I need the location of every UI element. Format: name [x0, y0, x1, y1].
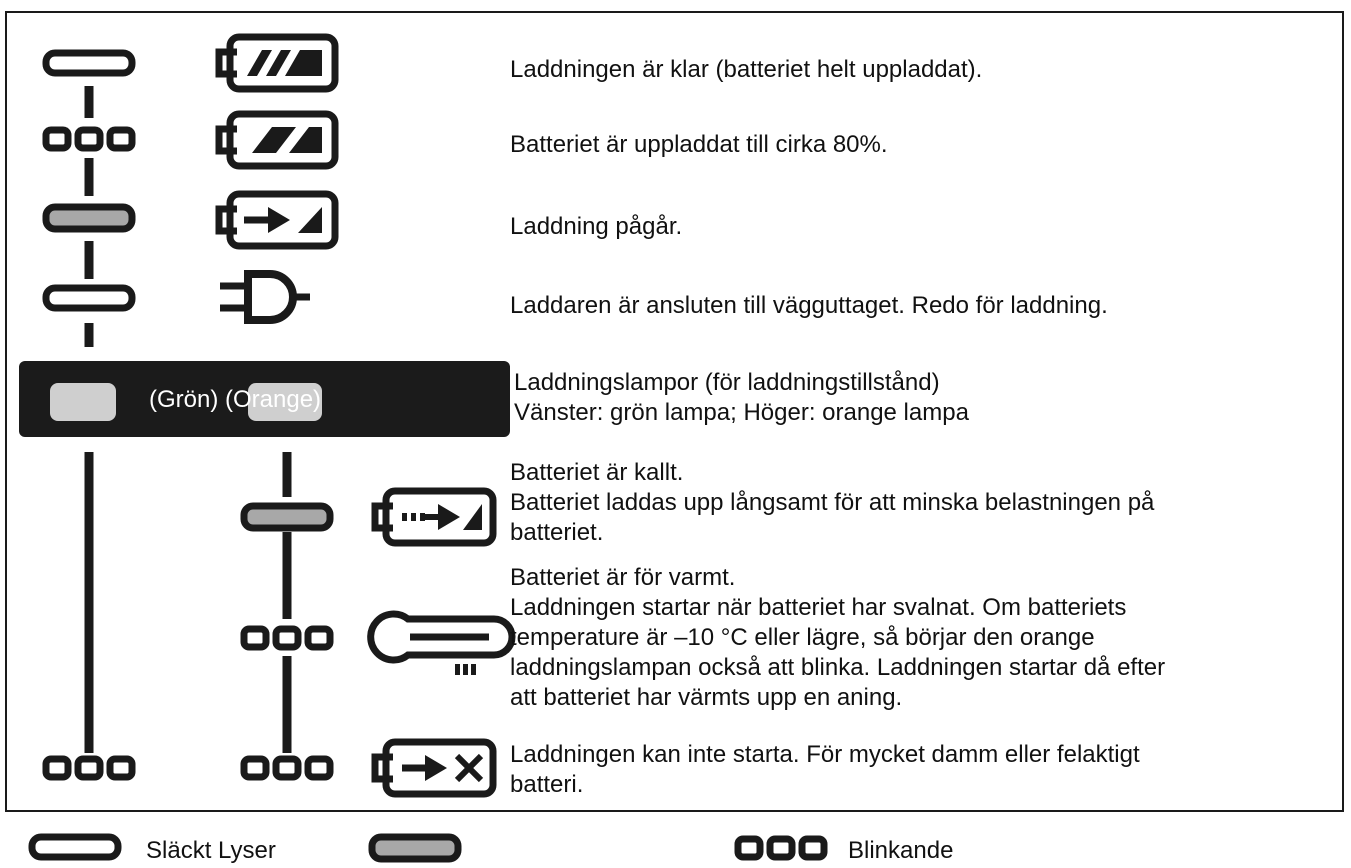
state-hot-description — [510, 563, 1165, 713]
description-line: Batteriet är uppladdat till cirka 80%. — [510, 131, 888, 158]
battery-slow-charge-icon — [375, 491, 493, 543]
lamp-lit-icon — [46, 207, 132, 229]
lamp-blinking-icon — [244, 759, 330, 777]
description-line: Laddaren är ansluten till vägguttaget. Redo för laddning. — [510, 292, 1108, 319]
description-line: Batteriet laddas upp långsamt för att minska belastningen på — [510, 489, 1155, 516]
state-connected-description — [510, 291, 1108, 321]
lamp-off-icon — [46, 288, 132, 308]
banner-lamp-colors-text: (Grön) (Orange) — [149, 386, 322, 413]
state-cold-description — [510, 458, 1154, 548]
state-charged-description — [510, 55, 982, 85]
lamp-blinking-icon — [46, 130, 132, 148]
description-line: Batteriet är kallt. — [510, 459, 684, 486]
lamp-blinking-icon — [46, 759, 132, 777]
key-lamp-blinking-icon — [738, 839, 824, 857]
green-lamp-swatch — [50, 383, 116, 421]
battery-80-icon — [219, 114, 335, 166]
description-line: Laddningslampor (för laddningstillstånd) — [514, 369, 940, 396]
lamps-legend-description — [514, 368, 969, 428]
description-line: Vänster: grön lampa; Höger: orange lampa — [514, 399, 969, 426]
key-off-on-label: Släckt Lyser — [146, 837, 276, 864]
description-line: Laddningen är klar (batteriet helt uppladdat). — [510, 56, 983, 83]
description-line: att batteriet har värmts upp en aning. — [510, 684, 903, 711]
description-line: laddningslampan också att blinka. Laddningen startar då efter — [510, 654, 1166, 681]
description-line: Batteriet är för varmt. — [510, 564, 736, 591]
charging-lamps-banner — [19, 361, 510, 437]
lamp-blinking-icon — [244, 629, 330, 647]
description-line: batteriet. — [510, 519, 604, 546]
plug-icon — [220, 274, 310, 320]
description-line: Laddning pågår. — [510, 213, 683, 240]
state-error-description — [510, 740, 1140, 800]
thermometer-icon — [371, 614, 512, 675]
battery-full-icon — [219, 37, 335, 89]
lamp-off-icon — [46, 53, 132, 73]
key-blinking-label: Blinkande — [848, 837, 954, 864]
state-eighty-description — [510, 130, 888, 160]
key-lamp-lit-icon — [372, 837, 458, 859]
key-lamp-off-icon — [32, 837, 118, 857]
lamp-lit-icon — [244, 506, 330, 528]
description-line: batteri. — [510, 771, 584, 798]
description-line: Laddningen startar när batteriet har svalnat. Om batteriets — [510, 594, 1127, 621]
lower-connectors — [89, 452, 287, 753]
description-line: temperature är –10 °C eller lägre, så börjar den orange — [510, 624, 1095, 651]
state-charging-description — [510, 212, 682, 242]
description-line: Laddningen kan inte starta. För mycket damm eller felaktigt — [510, 741, 1140, 768]
battery-error-icon — [375, 742, 493, 794]
battery-charging-icon — [219, 194, 335, 246]
